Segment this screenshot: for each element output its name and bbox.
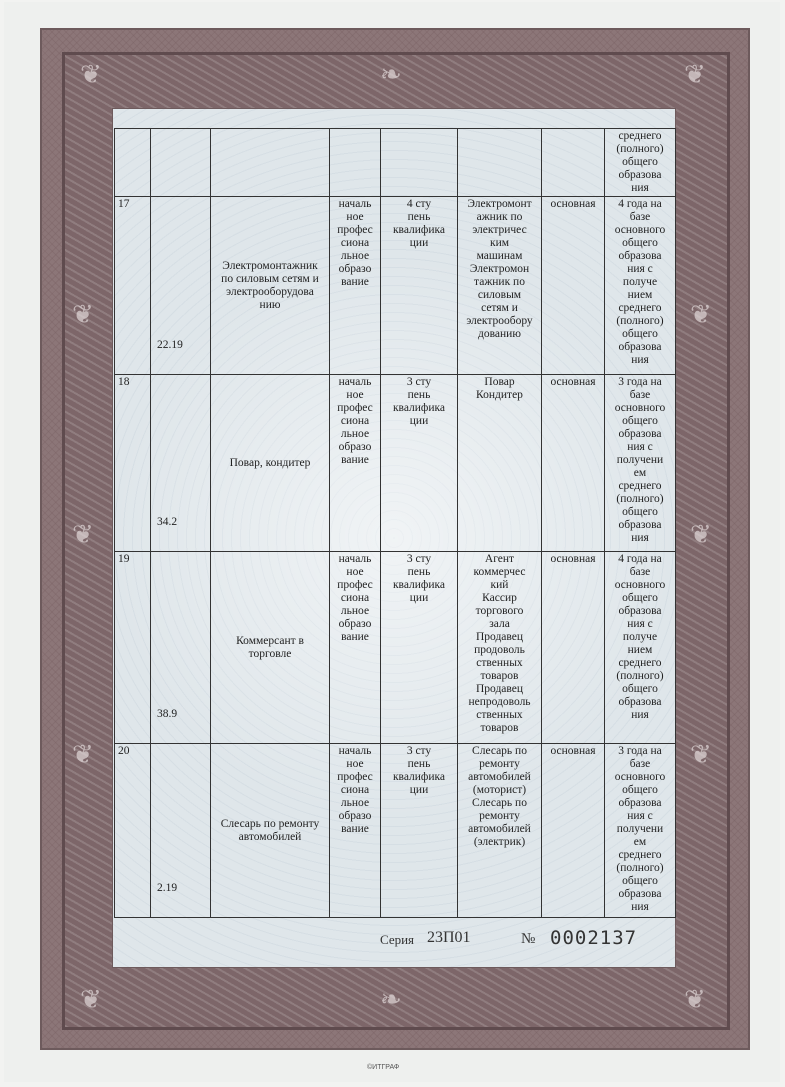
specialty-name (211, 129, 330, 197)
qualification-level: 4 сту пень квалифика ции (381, 197, 458, 375)
qualification-level (381, 129, 458, 197)
specialty-code: 38.9 (151, 552, 211, 744)
qualification-level: 3 сту пень квалифика ции (381, 552, 458, 744)
table-row (115, 197, 676, 375)
specialty-name: Электромонтажник по силовым сетям и электрооборудова нию (211, 197, 330, 375)
education-level (330, 129, 381, 197)
table-row (115, 744, 676, 918)
bottom-ornament-icon: ❧ (380, 985, 402, 1014)
corner-ornament-icon: ❦ (80, 60, 102, 89)
qualification: Электромонт ажник по электричес ким машинам Электромон тажник по силовым сетям и электрообору дованию (458, 197, 542, 375)
specialty-name: Коммерсант в торговле (211, 552, 330, 744)
row-number: 19 (115, 552, 151, 744)
study-term: 4 года на базе основного общего образова ния с получе нием среднего (полного) общего образова ния (605, 552, 676, 744)
specialty-name: Повар, кондитер (211, 375, 330, 552)
side-ornament-icon: ❦ (690, 520, 712, 549)
qualification: Агент коммерчес кий Кассир торгового зала Продавец продоволь ственных товаров Продавец непродоволь ственных товаров (458, 552, 542, 744)
qualification-level: 3 сту пень квалифика ции (381, 744, 458, 918)
side-ornament-icon: ❦ (72, 520, 94, 549)
corner-ornament-icon: ❦ (80, 985, 102, 1014)
specialty-code: 34.2 (151, 375, 211, 552)
row-number: 20 (115, 744, 151, 918)
printer-imprint: ©ИТГРАФ (367, 1064, 400, 1071)
corner-ornament-icon: ❦ (684, 985, 706, 1014)
program-type (542, 129, 605, 197)
document-serial (380, 928, 680, 952)
table-row (115, 552, 676, 744)
specialty-name: Слесарь по ремонту автомобилей (211, 744, 330, 918)
specialty-code: 22.19 (151, 197, 211, 375)
program-type: основная (542, 197, 605, 375)
specialties-table (114, 128, 676, 918)
education-level: началь ное профес сиона льное образо вание (330, 552, 381, 744)
side-ornament-icon: ❦ (72, 740, 94, 769)
table-row (115, 129, 676, 197)
education-level: началь ное профес сиона льное образо вание (330, 744, 381, 918)
series-value: 23П01 (427, 929, 471, 946)
education-level: началь ное профес сиона льное образо вание (330, 375, 381, 552)
corner-ornament-icon: ❦ (684, 60, 706, 89)
program-type: основная (542, 552, 605, 744)
specialty-code: 2.19 (151, 744, 211, 918)
study-term: 3 года на базе основного общего образова ния с получени ем среднего (полного) общего образова ния (605, 375, 676, 552)
side-ornament-icon: ❦ (72, 300, 94, 329)
education-level: началь ное профес сиона льное образо вание (330, 197, 381, 375)
study-term: среднего (полного) общего образова ния (605, 129, 676, 197)
qualification: Слесарь по ремонту автомобилей (моторист) Слесарь по ремонту автомобилей (электрик) (458, 744, 542, 918)
side-ornament-icon: ❦ (690, 300, 712, 329)
program-type: основная (542, 744, 605, 918)
row-number: 18 (115, 375, 151, 552)
qualification-level: 3 сту пень квалифика ции (381, 375, 458, 552)
document-number: 0002137 (550, 927, 638, 949)
top-ornament-icon: ❧ (380, 60, 402, 89)
row-number (115, 129, 151, 197)
qualification: Повар Кондитер (458, 375, 542, 552)
series-label: Серия (380, 932, 415, 947)
study-term: 3 года на базе основного общего образова ния с получени ем среднего (полного) общего образова ния (605, 744, 676, 918)
table-row (115, 375, 676, 552)
number-label: № (521, 931, 536, 947)
study-term: 4 года на базе основного общего образова ния с получе нием среднего (полного) общего образова ния (605, 197, 676, 375)
row-number: 17 (115, 197, 151, 375)
specialty-code (151, 129, 211, 197)
side-ornament-icon: ❦ (690, 740, 712, 769)
qualification (458, 129, 542, 197)
program-type: основная (542, 375, 605, 552)
